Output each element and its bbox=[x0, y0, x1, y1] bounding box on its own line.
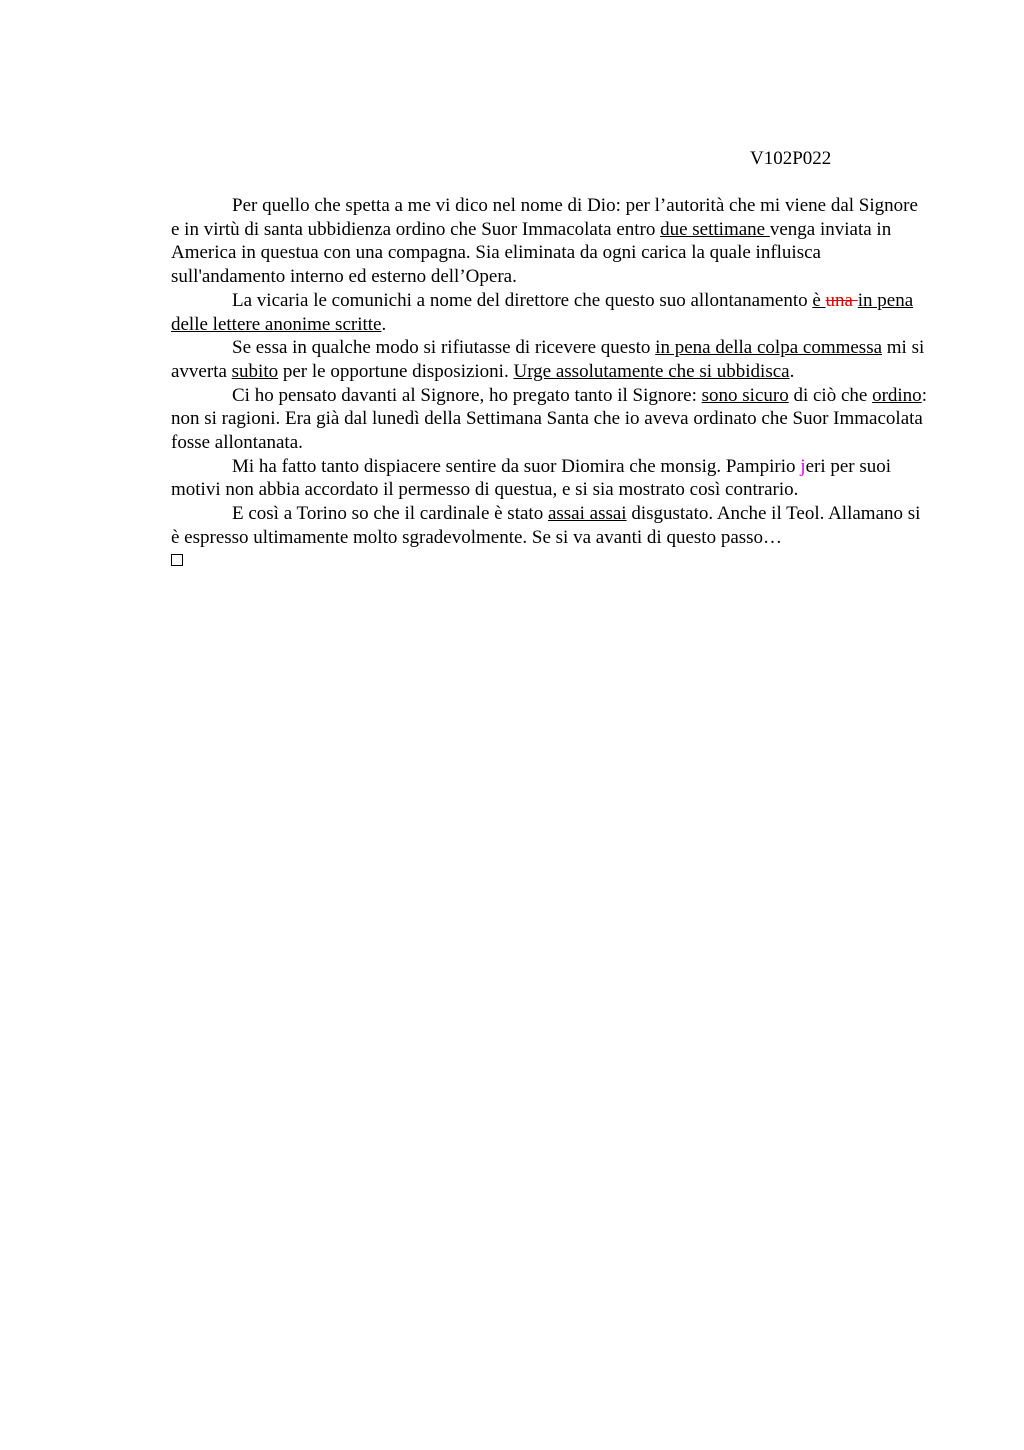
text: Se essa in qualche modo si rifiutasse di ricevere questo bbox=[232, 337, 656, 359]
paragraph-3 bbox=[171, 336, 931, 383]
paragraph-1 bbox=[171, 194, 931, 289]
deleted-text: una bbox=[825, 289, 858, 311]
text: . bbox=[789, 360, 795, 382]
text: Per quello che spetta a me vi dico nel nome di Dio: per l’autorità che mi viene dal Signore e in virtù di santa ubbidienza ordino che Suor Immacolata entro bbox=[171, 195, 918, 240]
text: : non si ragioni. Era già dal lunedì della Settimana Santa che io aveva ordinato che Suor Immacolata fosse allontanata. bbox=[171, 384, 927, 454]
underlined-text: assai assai bbox=[547, 503, 627, 525]
text: per le opportune disposizioni. bbox=[278, 360, 514, 382]
underlined-text: è bbox=[812, 289, 826, 311]
text: di ciò che bbox=[788, 384, 873, 406]
text: Ci ho pensato davanti al Signore, ho pregato tanto il Signore: bbox=[232, 384, 702, 406]
underlined-text: in pena delle lettere anonime scritte bbox=[171, 289, 914, 335]
text: mi si avverta bbox=[171, 337, 925, 382]
empty-square-icon bbox=[171, 554, 183, 566]
text: . bbox=[381, 313, 387, 335]
underlined-text: due settimane bbox=[660, 218, 770, 240]
paragraph-6 bbox=[171, 502, 931, 549]
paragraph-4 bbox=[171, 384, 931, 455]
page-id: V102P022 bbox=[750, 148, 832, 169]
inserted-text: j bbox=[800, 455, 806, 477]
underlined-text: in pena della colpa commessa bbox=[655, 337, 883, 359]
underlined-text: subito bbox=[231, 360, 279, 382]
document-body bbox=[171, 194, 931, 566]
text: venga inviata in America in questua con una compagna. Sia eliminata da ogni carica la quale influisca sull'andamento interno ed esterno dell’Opera. bbox=[171, 218, 892, 288]
text: E così a Torino so che il cardinale è stato bbox=[232, 503, 548, 525]
text: disgustato. Anche il Teol. Allamano si è espresso ultimamente molto sgradevolmente. Se si va avanti di questo passo… bbox=[171, 503, 921, 548]
paragraph-2 bbox=[171, 289, 931, 336]
underlined-text: Urge assolutamente che si ubbidisca bbox=[513, 360, 790, 382]
underlined-text: sono sicuro bbox=[701, 384, 789, 406]
text: eri per suoi motivi non abbia accordato il permesso di questua, e si sia mostrato così contrario. bbox=[171, 455, 892, 501]
paragraph-5 bbox=[171, 455, 931, 502]
text: Mi ha fatto tanto dispiacere sentire da suor Diomira che monsig. Pampirio bbox=[232, 455, 801, 477]
text: La vicaria le comunichi a nome del direttore che questo suo allontanamento bbox=[232, 289, 813, 311]
underlined-text: ordino bbox=[872, 384, 922, 406]
